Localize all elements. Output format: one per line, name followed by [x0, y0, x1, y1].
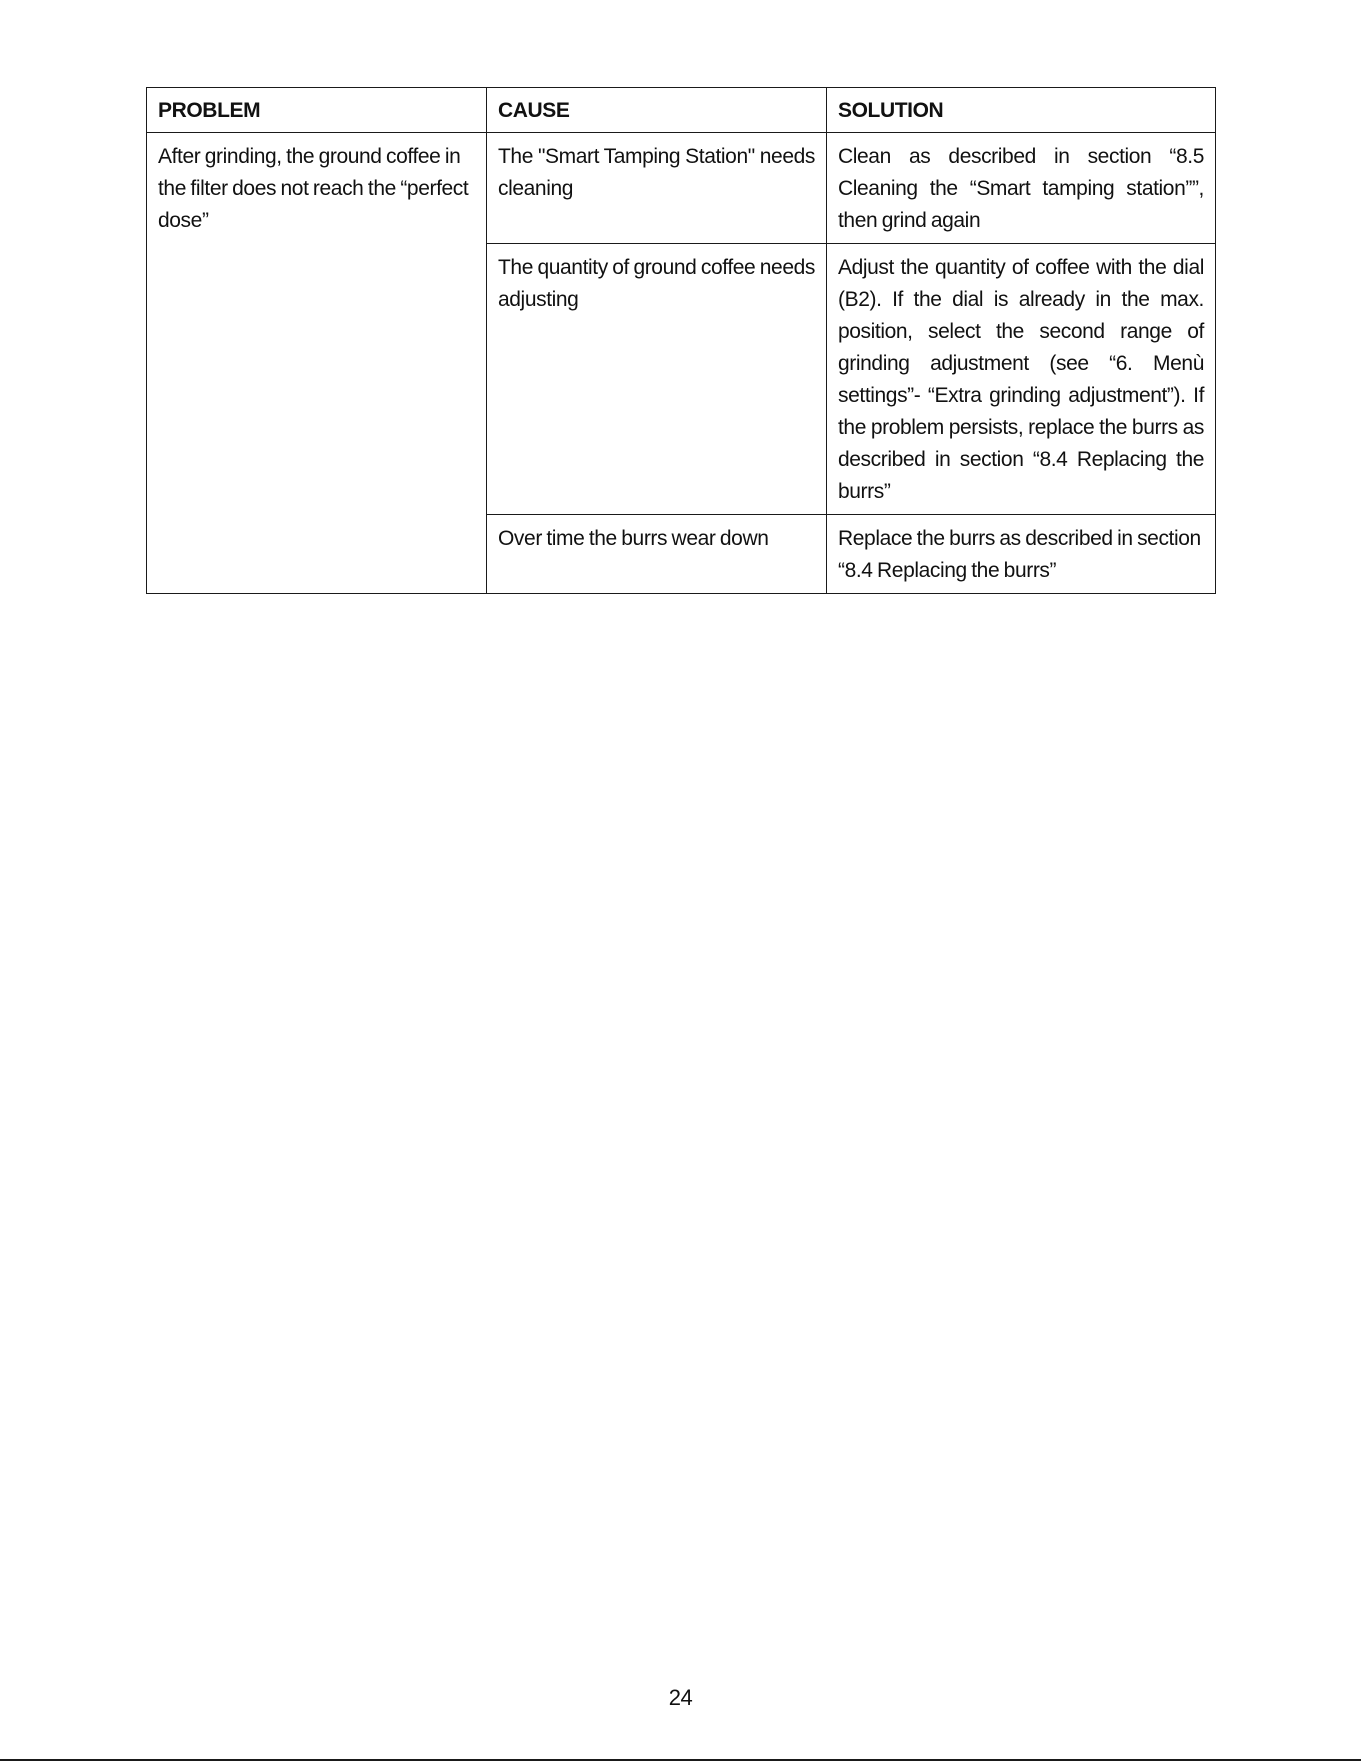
- solution-cell: Replace the burrs as described in section “8.4 Replacing the burrs”: [827, 515, 1216, 594]
- table-row: [147, 133, 1216, 244]
- cause-cell: Over time the burrs wear down: [487, 515, 827, 594]
- header-cause: CAUSE: [487, 88, 827, 133]
- page-number: 24: [668, 1685, 693, 1710]
- cause-cell: The "Smart Tamping Station" needs cleaning: [487, 133, 827, 244]
- header-problem: PROBLEM: [147, 88, 487, 133]
- solution-cell: Adjust the quantity of coffee with the dial (B2). If the dial is already in the max. position, select the second range of grinding adjustment (see “6. Menù settings”- “Extra grinding adjustment”). If the problem persists, replace the burrs as described in section “8.4 Replacing the burrs”: [827, 244, 1216, 515]
- cause-cell: The quantity of ground coffee needs adjusting: [487, 244, 827, 515]
- solution-cell: Clean as described in section “8.5 Cleaning the “Smart tamping station””, then grind again: [827, 133, 1216, 244]
- problem-cell: After grinding, the ground coffee in the filter does not reach the “perfect dose”: [147, 133, 487, 594]
- header-solution: SOLUTION: [827, 88, 1216, 133]
- table-header-row: [147, 88, 1216, 133]
- troubleshooting-table: [146, 87, 1216, 594]
